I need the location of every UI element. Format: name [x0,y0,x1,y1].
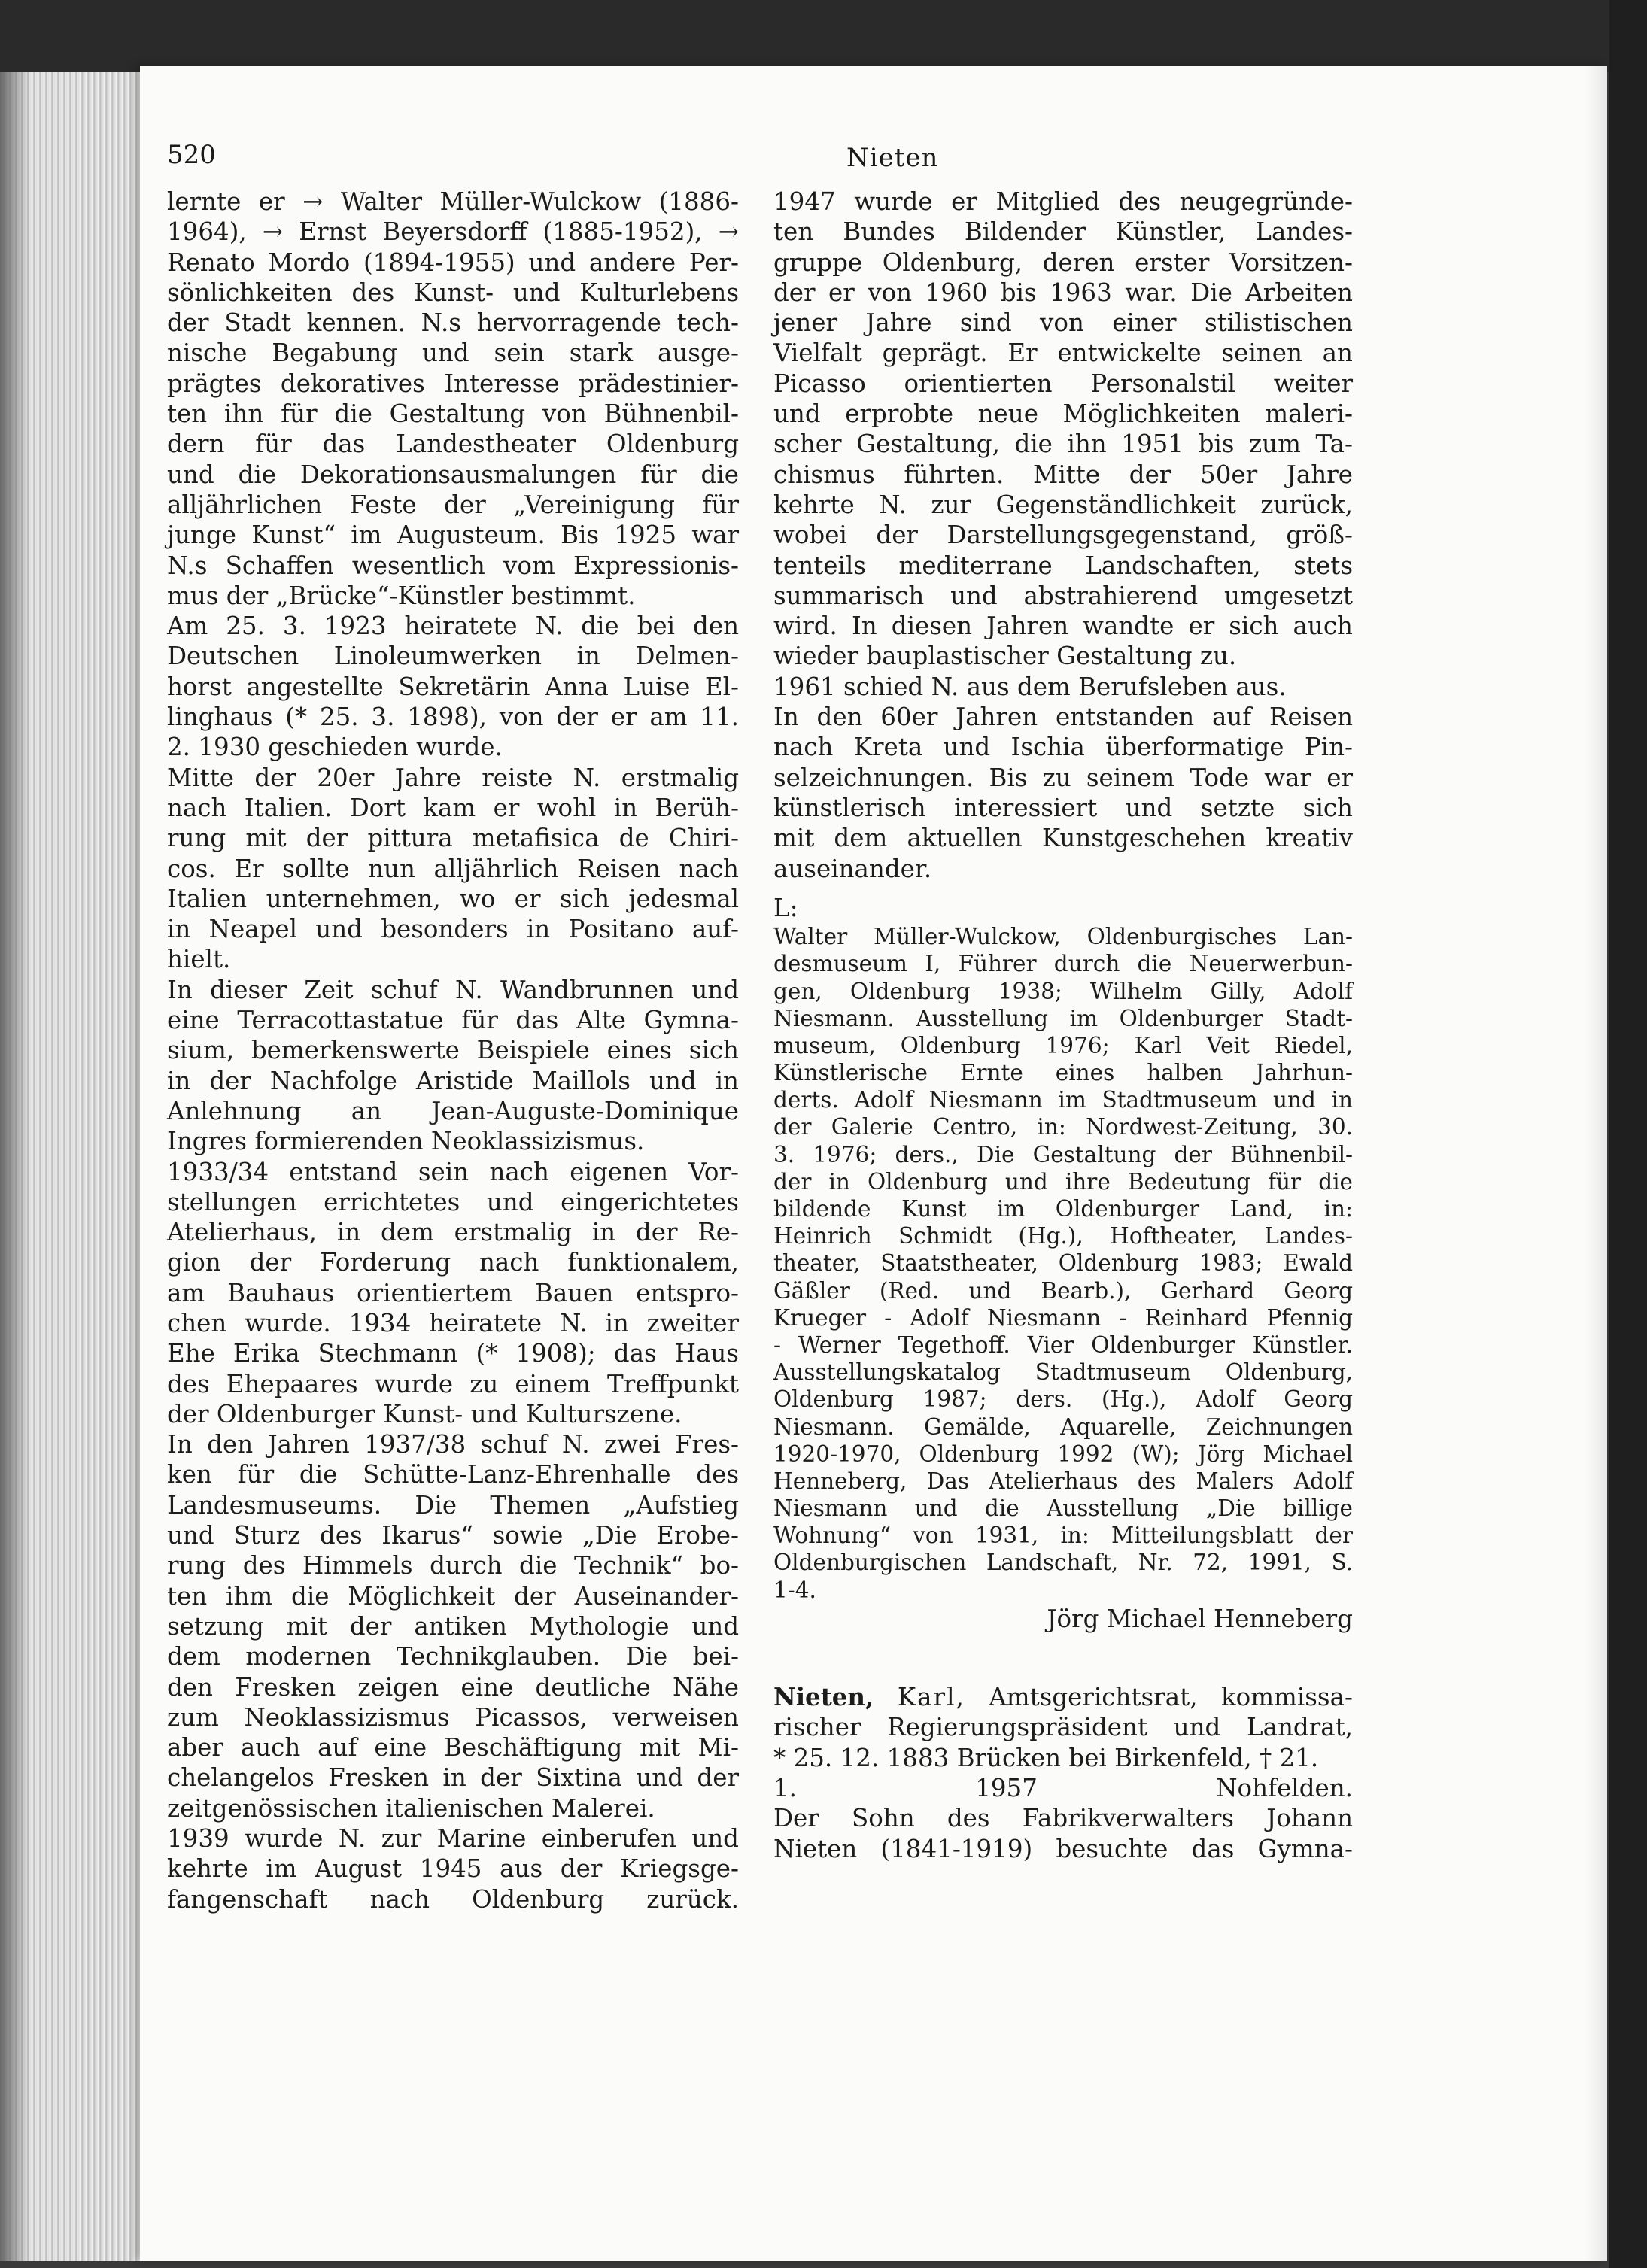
text-line: fangenschaft nach Oldenburg zurück. [167,1884,739,1914]
text-line: zeitgenössischen italienischen Malerei. [167,1793,655,1823]
text-line: horst angestellte Sekretärin Anna Luise El- [167,672,739,701]
text-line: Vielfalt geprägt. Er entwickelte seinen an [773,339,1353,368]
text-line: Wohnung“ von 1931, in: Mitteilungsblatt der [773,1523,1353,1549]
entry-heading-rest: Amtsgerichtsrat, kommissa- [989,1683,1353,1712]
text-line: In dieser Zeit schuf N. Wandbrunnen und [167,975,739,1004]
right-text-column [773,187,1353,1864]
text-line: Landesmuseums. Die Themen „Aufstieg [167,1490,739,1520]
page-header [0,140,1647,185]
text-line: cos. Er sollte nun alljährlich Reisen nach [167,854,739,883]
text-line: zum Neoklassizismus Picassos, verweisen [167,1702,739,1732]
text-line: Heinrich Schmidt (Hg.), Hoftheater, Landes- [773,1223,1353,1249]
text-line: dem modernen Technikglauben. Die bei- [167,1642,739,1671]
text-line: Niesmann und die Ausstellung „Die billige [773,1495,1353,1522]
text-line: eine Terracottastatue für das Alte Gymna- [167,1006,739,1035]
entry-text [773,1712,1353,1863]
text-line: setzung mit der antiken Mythologie und [167,1611,739,1641]
text-line: und erprobte neue Möglichkeiten maleri- [773,399,1353,429]
text-line: Oldenburg 1987; ders. (Hg.), Adolf Georg [773,1386,1353,1413]
left-text-column [167,187,739,1914]
text-line: rung mit der pittura metafisica de Chiri- [167,824,739,853]
text-line: gion der Forderung nach funktionalem, [167,1248,739,1277]
text-line: 1939 wurde N. zur Marine einberufen und [167,1824,739,1854]
text-line: prägtes dekoratives Interesse prädestinier- [167,369,739,398]
text-line: Krueger - Adolf Niesmann - Reinhard Pfennig [773,1304,1353,1331]
text-line: Nieten (1841-1919) besuchte das Gymna- [773,1834,1353,1863]
page-number: 520 [167,140,216,170]
text-line: gen, Oldenburg 1938; Wilhelm Gilly, Adolf [773,978,1353,1004]
text-line: selzeichnungen. Bis zu seinem Tode war er [773,763,1353,792]
text-line: Niesmann. Gemälde, Aquarelle, Zeichnungen [773,1413,1353,1440]
text-line: nach Kreta und Ischia überformatige Pin- [773,733,1353,762]
text-line: - Werner Tegethoff. Vier Oldenburger Künstler. [773,1331,1353,1358]
text-line: aber auch auf eine Beschäftigung mit Mi- [167,1733,739,1762]
text-line: scher Gestaltung, die ihn 1951 bis zum Ta- [773,430,1353,459]
text-line: wobei der Darstellungsgegenstand, größ- [773,521,1353,550]
text-line: hielt. [167,945,231,974]
entry-surname: Nieten, [773,1682,874,1712]
text-line: Am 25. 3. 1923 heiratete N. die bei den [167,612,739,641]
text-line: sium, bemerkenswerte Beispiele eines sich [167,1036,739,1065]
text-line: 1947 wurde er Mitglied des neugegründe- [773,187,1353,216]
text-line: des Ehepaares wurde zu einem Treffpunkt [167,1369,739,1398]
text-line: in der Nachfolge Aristide Maillols und in [167,1066,739,1095]
text-line: und die Dekorationsausmalungen für die [167,460,739,489]
text-line: alljährlichen Feste der „Vereinigung für [167,490,739,519]
text-line: den Fresken zeigen eine deutliche Nähe [167,1672,739,1702]
text-line: * 25. 12. 1883 Brücken bei Birkenfeld, † 21. [773,1743,1319,1772]
text-line: Ausstellungskatalog Stadtmuseum Oldenburg, [773,1359,1353,1386]
text-line: wird. In diesen Jahren wandte er sich auch [773,612,1353,641]
text-line: lernte er → Walter Müller-Wulckow (1886- [167,187,739,216]
scanner-background-right [1609,0,1647,2268]
text-line: museum, Oldenburg 1976; Karl Veit Riedel, [773,1032,1353,1058]
entry-given-name: Karl, [897,1683,965,1712]
text-line: und Sturz des Ikarus“ sowie „Die Erobe- [167,1521,739,1550]
text-line: wieder bauplastischer Gestaltung zu. [773,642,1237,671]
entry-heading-line [773,1682,1353,1712]
text-line: junge Kunst“ im Augusteum. Bis 1925 war [167,521,739,550]
text-line: Der Sohn des Fabrikverwalters Johann [773,1804,1353,1833]
text-line: Anlehnung an Jean-Auguste-Dominique [167,1096,739,1125]
text-line: nach Italien. Dort kam er wohl in Berüh- [167,793,739,822]
running-head: Nieten [846,143,939,173]
text-line: Italien unternehmen, wo er sich jedesmal [167,884,739,913]
text-line: Deutschen Linoleumwerken in Delmen- [167,642,739,671]
text-line: sönlichkeiten des Kunst- und Kulturlebens [167,278,739,307]
text-line: linghaus (* 25. 3. 1898), von der er am 11. [167,703,739,732]
text-line: In den Jahren 1937/38 schuf N. zwei Fres- [167,1430,739,1459]
text-line: 1-4. [773,1577,816,1603]
text-line: dern für das Landestheater Oldenburg [167,430,739,459]
text-line: summarisch und abstrahierend umgesetzt [773,581,1353,610]
text-line: der er von 1960 bis 1963 war. Die Arbeiten [773,278,1353,307]
text-line: bildende Kunst im Oldenburger Land, in: [773,1196,1353,1222]
text-line: Renato Mordo (1894-1955) und andere Per- [167,247,739,277]
text-line: 1961 schied N. aus dem Berufsleben aus. [773,672,1287,701]
text-line: am Bauhaus orientiertem Bauen entspro- [167,1278,739,1307]
text-line: ten Bundes Bildender Künstler, Landes- [773,217,1353,247]
literature-label: L: [773,893,798,922]
text-line: ten ihm die Möglichkeit der Auseinander- [167,1581,739,1611]
text-line: der Galerie Centro, in: Nordwest-Zeitung, 30. [773,1114,1353,1140]
text-line: N.s Schaffen wesentlich vom Expressionis- [167,551,739,580]
text-line: In den 60er Jahren entstanden auf Reisen [773,703,1353,732]
text-line: mit dem aktuellen Kunstgeschehen kreativ [773,824,1353,853]
text-line: ken für die Schütte-Lanz-Ehrenhalle des [167,1460,739,1489]
text-line: Niesmann. Ausstellung im Oldenburger Stadt- [773,1005,1353,1031]
scanner-background-top [0,0,1647,72]
text-line: Ehe Erika Stechmann (* 1908); das Haus [167,1339,739,1368]
text-line: 3. 1976; ders., Die Gestaltung der Bühnenbil- [773,1141,1353,1167]
text-line: 2. 1930 geschieden wurde. [167,733,503,762]
text-line: der in Oldenburg und ihre Bedeutung für die [773,1168,1353,1195]
page-gutter-shadow [1585,66,1607,2261]
text-line: derts. Adolf Niesmann im Stadtmuseum und in [773,1087,1353,1113]
text-line: Picasso orientierten Personalstil weiter [773,369,1353,398]
text-line: jener Jahre sind von einer stilistischen [773,308,1353,338]
article-body-continued [773,187,1353,884]
text-line: Oldenburgischen Landschaft, Nr. 72, 1991, S. [773,1550,1353,1576]
text-line: 1964), → Ernst Beyersdorff (1885-1952), → [167,217,739,247]
text-line: der Oldenburger Kunst- und Kulturszene. [167,1399,682,1429]
text-line: auseinander. [773,854,932,883]
text-line: Künstlerische Ernte eines halben Jahrhun- [773,1060,1353,1086]
text-line: Mitte der 20er Jahre reiste N. erstmalig [167,763,739,792]
text-line: 1920-1970, Oldenburg 1992 (W); Jörg Michael [773,1441,1353,1467]
text-line: theater, Staatstheater, Oldenburg 1983; Ewald [773,1250,1353,1277]
text-line: chismus führten. Mitte der 50er Jahre [773,460,1353,489]
text-line: Gäßler (Red. und Bearb.), Gerhard Georg [773,1277,1353,1304]
text-line: Henneberg, Das Atelierhaus des Malers Adolf [773,1468,1353,1494]
text-line: mus der „Brücke“-Künstler bestimmt. [167,581,636,610]
text-line: Walter Müller-Wulckow, Oldenburgisches Lan- [773,924,1353,950]
text-line: künstlerisch interessiert und setzte sich [773,793,1353,822]
text-line: rung des Himmels durch die Technik“ bo- [167,1551,739,1580]
text-line: gruppe Oldenburg, deren erster Vorsitzen- [773,247,1353,277]
article-author: Jörg Michael Henneberg [1047,1604,1353,1633]
text-line: in Neapel und besonders in Positano auf- [167,915,739,944]
text-line: desmuseum I, Führer durch die Neuerwerbun- [773,951,1353,977]
text-line: kehrte N. zur Gegenständlichkeit zurück, [773,490,1353,519]
text-line: der Stadt kennen. N.s hervorragende tech- [167,308,739,338]
text-line: Ingres formierenden Neoklassizismus. [167,1127,645,1156]
text-line: nische Begabung und sein stark ausge- [167,339,739,368]
text-line: tenteils mediterrane Landschaften, stets [773,551,1353,580]
text-line: rischer Regierungspräsident und Landrat, [773,1713,1353,1742]
text-line: ten ihn für die Gestaltung von Bühnenbil- [167,399,739,429]
book-edge-shadow [0,72,30,2261]
text-line: Atelierhaus, in dem erstmalig in der Re- [167,1218,739,1247]
text-line: kehrte im August 1945 aus der Kriegsge- [167,1854,739,1884]
next-entry [773,1682,1353,1864]
text-line: chen wurde. 1934 heiratete N. in zweiter [167,1308,739,1337]
text-line: 1. 1957 Nohfelden. [773,1774,1353,1802]
text-line: stellungen errichtetes und eingerichtetes [167,1187,739,1216]
literature-list [773,923,1353,1604]
text-line: chelangelos Fresken in der Sixtina und der [167,1763,739,1793]
text-line: 1933/34 entstand sein nach eigenen Vor- [167,1157,739,1186]
